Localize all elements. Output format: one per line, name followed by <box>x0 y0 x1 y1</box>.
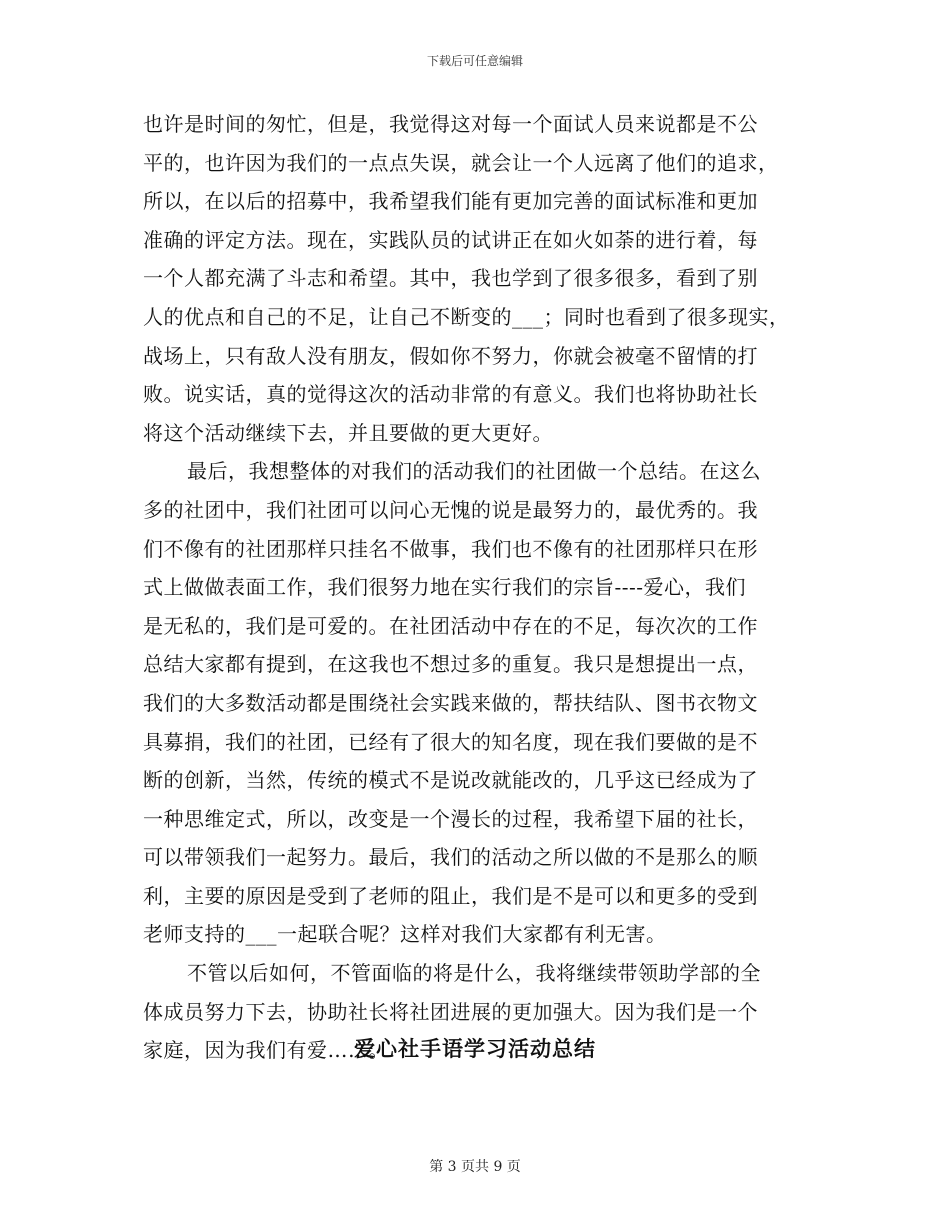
text-line: 具募捐，我们的社团，已经有了很大的知名度，现在我们要做的是不 <box>143 729 758 754</box>
text-line: 平的，也许因为我们的一点点失误，就会让一个人远离了他们的追求， <box>143 150 779 175</box>
text-line: 们不像有的社团那样只挂名不做事，我们也不像有的社团那样只在形 <box>143 536 758 561</box>
text-line: 我们的大多数活动都是围绕社会实践来做的，帮扶结队、图书衣物文 <box>143 690 758 715</box>
text-line: 利，主要的原因是受到了老师的阻止，我们是不是可以和更多的受到 <box>143 883 758 908</box>
text-line: 将这个活动继续下去，并且要做的更大更好。 <box>143 420 553 445</box>
document-body <box>143 105 823 1070</box>
text-line: 一种思维定式，所以，改变是一个漫长的过程，我希望下届的社长， <box>143 806 758 831</box>
text-line: 战场上，只有敌人没有朋友，假如你不努力，你就会被毫不留情的打 <box>143 343 758 368</box>
text-line: 多的社团中，我们社团可以问心无愧的说是最努力的，最优秀的。我 <box>143 497 758 522</box>
text-line: 老师支持的___一起联合呢？这样对我们大家都有利无害。 <box>143 922 667 947</box>
section-title: 爱心社手语学习活动总结 <box>354 1036 596 1061</box>
text-line: 人的优点和自己的不足，让自己不断变的___；同时也看到了很多现实， <box>143 304 790 329</box>
paragraph-start-line: 最后，我想整体的对我们的活动我们的社团做一个总结。在这么 <box>187 459 761 484</box>
text-line: 准确的评定方法。现在，实践队员的试讲正在如火如荼的进行着，每 <box>143 227 758 252</box>
paragraph-start-line: 不管以后如何，不管面临的将是什么，我将继续带领助学部的全 <box>187 961 761 986</box>
text-line: 败。说实话，真的觉得这次的活动非常的有意义。我们也将协助社长 <box>143 382 758 407</box>
text-line: 式上做做表面工作，我们很努力地在实行我们的宗旨----爱心，我们 <box>143 575 747 600</box>
page-header: 下载后可任意编辑 <box>426 54 523 68</box>
text-line: 家庭，因为我们有爱……。 <box>143 1038 389 1063</box>
text-line: 所以，在以后的招募中，我希望我们能有更加完善的面试标准和更加 <box>143 189 758 214</box>
page-number: 第 3 页共 9 页 <box>429 1159 521 1175</box>
text-line: 总结大家都有提到，在这我也不想过多的重复。我只是想提出一点， <box>143 652 758 677</box>
text-line: 断的创新，当然，传统的模式不是说改就能改的，几乎这已经成为了 <box>143 768 758 793</box>
text-line: 一个人都充满了斗志和希望。其中，我也学到了很多很多，看到了别 <box>143 266 758 291</box>
text-line: 是无私的，我们是可爱的。在社团活动中存在的不足，每次次的工作 <box>143 613 758 638</box>
text-line: 也许是时间的匆忙，但是，我觉得这对每一个面试人员来说都是不公 <box>143 112 758 136</box>
text-line: 可以带领我们一起努力。最后，我们的活动之所以做的不是那么的顺 <box>143 845 758 870</box>
text-line: 体成员努力下去，协助社长将社团进展的更加强大。因为我们是一个 <box>143 999 758 1024</box>
